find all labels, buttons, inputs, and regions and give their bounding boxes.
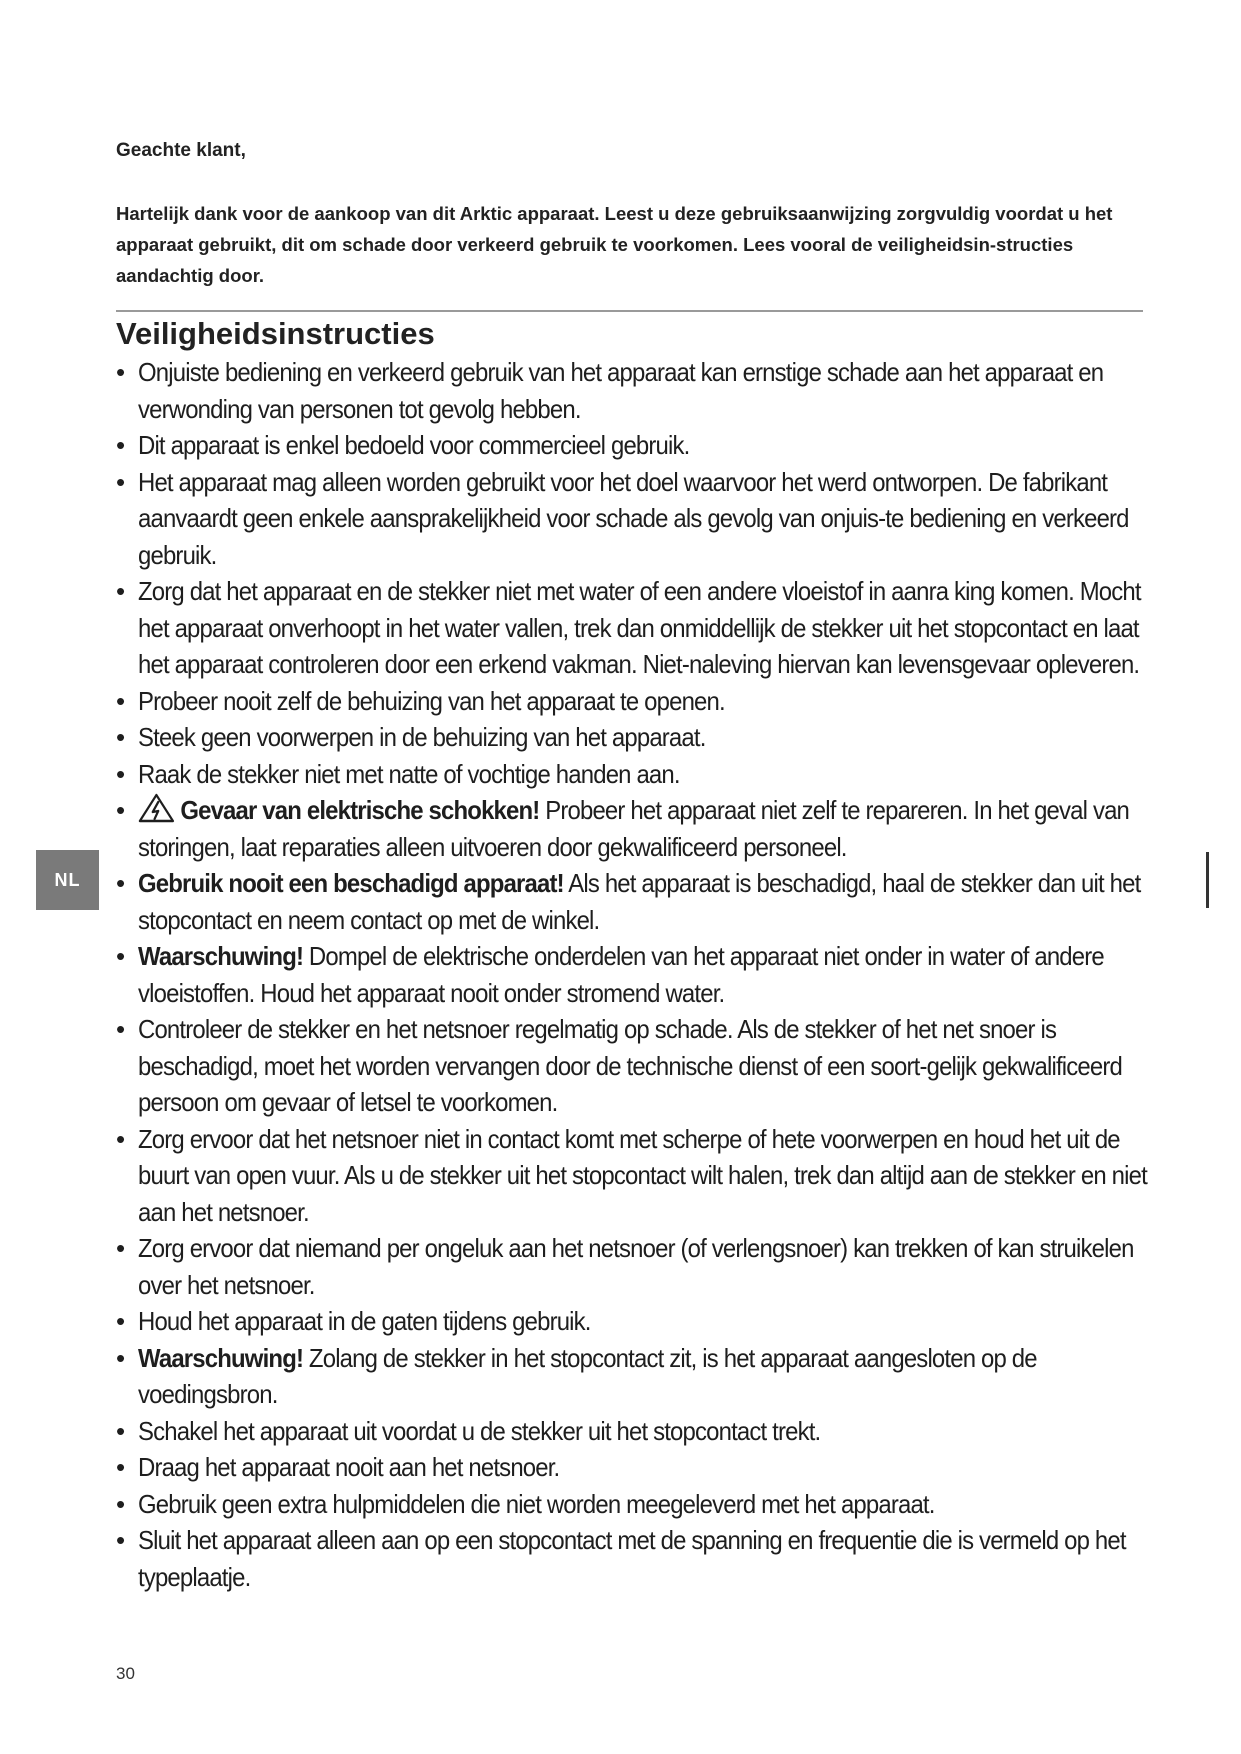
list-item <box>116 427 1166 464</box>
list-item <box>116 756 1166 793</box>
list-item <box>116 1230 1166 1303</box>
instruction-text: Onjuiste bediening en verkeerd gebruik van het apparaat kan ernstige schade aan het apparaat en verwonding van personen tot gevolg hebben. <box>138 357 1104 424</box>
instruction-text: Probeer nooit zelf de behuizing van het apparaat te openen. <box>138 685 725 716</box>
instruction-text: Zorg dat het apparaat en de stekker niet met water of een andere vloeistof in aanra king komen. Mocht het apparaat onverhoopt in het water vallen, trek dan onmiddellijk de stekker uit het stopcontact en laat het apparaat controleren door een erkend vakman. Niet-naleving hiervan kan levensgevaar opleveren. <box>138 576 1141 679</box>
page-number: 30 <box>116 1664 135 1683</box>
instruction-emphasis: Waarschuwing! <box>138 1342 304 1373</box>
list-item <box>116 683 1166 720</box>
list-item <box>116 1303 1166 1340</box>
bullet-icon: • <box>116 1123 126 1154</box>
bullet-icon: • <box>116 1488 126 1519</box>
list-item <box>116 354 1166 427</box>
bullet-icon: • <box>116 1233 126 1263</box>
electric-hazard-icon <box>138 793 175 823</box>
instruction-text: Raak de stekker niet met natte of vochtige handen aan. <box>138 758 680 789</box>
instruction-text: Zorg ervoor dat niemand per ongeluk aan het netsnoer (of verlengsnoer) kan trekken of kan struikelen over het netsnoer. <box>138 1233 1134 1300</box>
list-item <box>116 1486 1166 1523</box>
bullet-icon: • <box>116 758 126 789</box>
list-item <box>116 1413 1166 1450</box>
instruction-text: Draag het apparaat nooit aan het netsnoer. <box>138 1452 560 1482</box>
list-item <box>116 1449 1166 1486</box>
bullet-icon: • <box>116 1342 126 1373</box>
instruction-text: Houd het apparaat in de gaten tijdens gebruik. <box>138 1306 591 1336</box>
list-item <box>116 1340 1166 1413</box>
instruction-emphasis: Waarschuwing! <box>138 941 304 971</box>
instruction-text: Sluit het apparaat alleen aan op een stopcontact met de spanning en frequentie die is vermeld op het typeplaatje. <box>138 1525 1126 1592</box>
instruction-text: Zolang de stekker in het stopcontact zit, is het apparaat aangesloten op de voedingsbron. <box>138 1342 1037 1409</box>
instruction-text: Steek geen voorwerpen in de behuizing van het apparaat. <box>138 722 706 752</box>
language-tab: NL <box>36 850 99 910</box>
instruction-text: Gebruik geen extra hulpmiddelen die niet worden meegeleverd met het apparaat. <box>138 1488 935 1519</box>
list-item <box>116 464 1166 574</box>
instruction-text: Zorg ervoor dat het netsnoer niet in contact komt met scherpe of hete voorwerpen en houd het uit de buurt van open vuur. Als u de stekker uit het stopcontact wilt halen, trek dan altijd aan de stekker en niet aan het netsnoer. <box>138 1123 1147 1227</box>
list-item <box>116 938 1166 1011</box>
bullet-icon: • <box>116 1306 126 1336</box>
bullet-icon: • <box>116 430 126 460</box>
list-item <box>116 1121 1166 1231</box>
instruction-text: Als het apparaat is beschadigd, haal de stekker dan uit het stopcontact en neem contact op met de winkel. <box>138 868 1141 935</box>
bullet-icon: • <box>116 722 126 752</box>
bullet-icon: • <box>116 466 126 497</box>
instruction-emphasis: Gevaar van elektrische schokken! <box>180 795 540 825</box>
bullet-icon: • <box>116 1014 126 1044</box>
margin-marker <box>1206 852 1209 908</box>
list-item <box>116 719 1166 756</box>
list-item <box>116 865 1166 938</box>
bullet-icon: • <box>116 1415 126 1446</box>
instruction-text: Dompel de elektrische onderdelen van het apparaat niet onder in water of andere vloeistoffen. Houd het apparaat nooit onder stromend water. <box>138 941 1104 1008</box>
instruction-text: Probeer het apparaat niet zelf te repareren. In het geval van storingen, laat reparaties alleen uitvoeren door gekwalificeerd personeel. <box>138 795 1130 862</box>
bullet-icon: • <box>116 576 126 606</box>
instruction-text: Schakel het apparaat uit voordat u de stekker uit het stopcontact trekt. <box>138 1415 821 1446</box>
list-item <box>116 1011 1166 1121</box>
safety-instructions-list <box>116 354 1166 1595</box>
greeting: Geachte klant, <box>116 140 246 161</box>
list-item <box>116 1522 1166 1595</box>
list-item <box>116 792 1166 865</box>
intro-paragraph: Hartelijk dank voor de aankoop van dit Arktic apparaat. Leest u deze gebruiksaanwijzing zorgvuldig voordat u het apparaat gebruikt, dit om schade door verkeerd gebruik te voorkomen. Lees vooral de veiligheidsin-structies aandachtig door. <box>116 203 1113 286</box>
bullet-icon: • <box>116 941 126 971</box>
instruction-text: Dit apparaat is enkel bedoeld voor commercieel gebruik. <box>138 430 690 460</box>
list-item <box>116 573 1166 683</box>
bullet-icon: • <box>116 1525 126 1555</box>
instruction-text: Het apparaat mag alleen worden gebruikt voor het doel waarvoor het werd ontworpen. De fabrikant aanvaardt geen enkele aansprakelijkheid voor schade als gevolg van onjuis-te bediening en verkeerd gebruik. <box>138 466 1129 570</box>
bullet-icon: • <box>116 795 126 825</box>
instruction-emphasis: Gebruik nooit een beschadigd apparaat! <box>138 868 564 898</box>
section-title: Veiligheidsinstructies <box>116 316 435 351</box>
instruction-text: Controleer de stekker en het netsnoer regelmatig op schade. Als de stekker of het net snoer is beschadigd, moet het worden vervangen door de technische dienst of een soort-gelijk gekwalificeerd persoon om gevaar of letsel te voorkomen. <box>138 1014 1122 1117</box>
bullet-icon: • <box>116 1452 126 1482</box>
bullet-icon: • <box>116 685 126 716</box>
bullet-icon: • <box>116 357 126 387</box>
bullet-icon: • <box>116 868 126 898</box>
